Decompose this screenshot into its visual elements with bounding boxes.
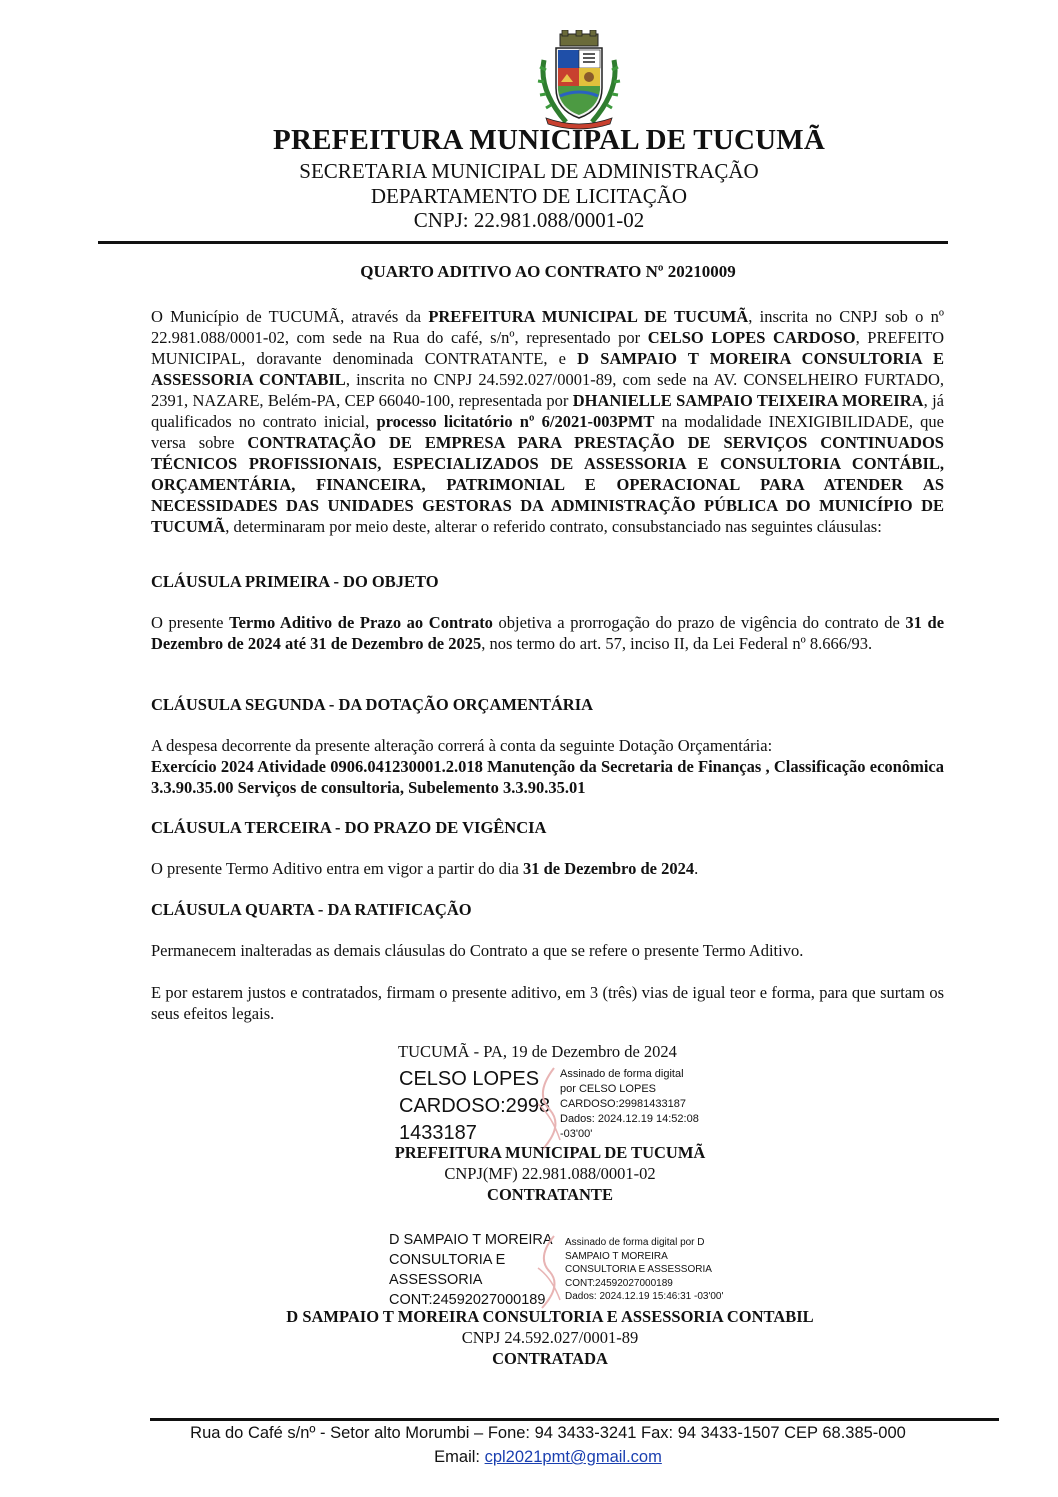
clause-bold: Termo Aditivo de Prazo ao Contrato — [229, 613, 493, 632]
intro-bold: processo licitatório nº 6/2021-003PMT — [376, 412, 655, 431]
intro-bold: DHANIELLE SAMPAIO TEIXEIRA MOREIRA — [572, 391, 924, 410]
intro-text: na modalidade INEXIGIBILIDADE, que versa sobre — [151, 412, 944, 452]
sig-note-line: CONT:24592027000189 — [565, 1277, 673, 1289]
sig-name-line: CONT:24592027000189 — [389, 1292, 546, 1308]
sig-note-line: Dados: 2024.12.19 14:52:08 — [560, 1113, 699, 1125]
secretaria-title: SECRETARIA MUNICIPAL DE ADMINISTRAÇÃO — [299, 159, 759, 183]
contratante-org: PREFEITURA MUNICIPAL DE TUCUMÃ — [394, 1143, 706, 1162]
footer-email-line — [0, 1448, 1058, 1467]
contratada-role: CONTRATADA — [492, 1349, 608, 1368]
intro-text: , inscrita no CNPJ sob o nº 22.981.088/0001-02, com sede na Rua do café, s/nº, representado por — [151, 307, 944, 347]
contratada-cnpj: CNPJ 24.592.027/0001-89 — [461, 1328, 639, 1347]
contratante-signature-note — [560, 1067, 699, 1142]
clause-1-heading: CLÁUSULA PRIMEIRA - DO OBJETO — [151, 572, 439, 591]
sig-note-line: Assinado de forma digital por D — [565, 1237, 705, 1248]
sig-note-line: -03'00' — [560, 1128, 593, 1140]
closing-paragraph: E por estarem justos e contratados, firmam o presente aditivo, em 3 (três) vias de igual teor e forma, para que surtam os seus efeitos legais. — [151, 983, 944, 1023]
sig-note-line: Dados: 2024.12.19 15:46:31 -03'00' — [565, 1291, 724, 1302]
intro-bold: CELSO LOPES CARDOSO — [647, 328, 856, 347]
signature-mark-icon — [532, 1232, 568, 1312]
clause-2-line: A despesa decorrente da presente alteração correrá à conta da seguinte Dotação Orçamentária: — [151, 736, 773, 755]
contratante-role: CONTRATANTE — [487, 1185, 613, 1204]
clause-1-text — [151, 612, 944, 654]
sig-name-line: CONSULTORIA E — [389, 1252, 506, 1268]
clause-text: O presente — [151, 613, 230, 632]
footer-divider — [150, 1418, 999, 1421]
intro-bold: PREFEITURA MUNICIPAL DE TUCUMÃ — [428, 307, 749, 326]
clause-text: . — [694, 859, 699, 878]
clause-text: O presente Termo Aditivo entra em vigor a partir do dia — [151, 859, 523, 878]
sig-note-line: por CELSO LOPES — [560, 1083, 656, 1095]
contratada-signature-note — [565, 1236, 723, 1304]
intro-text: , determinaram por meio deste, alterar o referido contrato, consubstanciado nas seguintes cláusulas: — [225, 517, 882, 536]
intro-text: , PREFEITO MUNICIPAL, doravante denominada CONTRATANTE, e — [151, 328, 945, 368]
sig-name-line: D SAMPAIO T MOREIRA — [389, 1232, 553, 1248]
departamento-title: DEPARTAMENTO DE LICITAÇÃO — [370, 184, 688, 208]
intro-text: , já qualificados no contrato inicial, — [151, 391, 944, 431]
clause-2-heading: CLÁUSULA SEGUNDA - DA DOTAÇÃO ORÇAMENTÁRIA — [151, 695, 594, 714]
contratada-signature-name — [389, 1230, 553, 1310]
sig-note-line: CARDOSO:29981433187 — [560, 1098, 686, 1110]
contratante-cnpj: CNPJ(MF) 22.981.088/0001-02 — [444, 1164, 656, 1183]
intro-bold: D SAMPAIO T MOREIRA CONSULTORIA E ASSESSORIA CONTABIL — [151, 349, 944, 389]
footer-email-label: Email: — [434, 1448, 485, 1466]
clause-bold: 31 de Dezembro de 2024 até 31 de Dezembro de 2025 — [151, 613, 945, 653]
clause-text: , nos termo do art. 57, inciso II, da Lei Federal nº 8.666/93. — [481, 634, 873, 653]
clause-2-dotacao — [151, 756, 944, 798]
header-divider — [98, 241, 948, 244]
footer-email-link[interactable]: cpl2021pmt@gmail.com — [484, 1448, 662, 1466]
municipal-crest-icon — [536, 30, 622, 130]
document-title: QUARTO ADITIVO AO CONTRATO Nº 20210009 — [360, 262, 736, 281]
org-title: PREFEITURA MUNICIPAL DE TUCUMÃ — [273, 124, 825, 156]
contratada-org: D SAMPAIO T MOREIRA CONSULTORIA E ASSESSORIA CONTABIL — [286, 1307, 814, 1326]
contratante-signature-name — [399, 1066, 550, 1147]
sig-name-line: 1433187 — [399, 1122, 477, 1144]
intro-text: , inscrita no CNPJ 24.592.027/0001-89, com sede na AV. CONSELHEIRO FURTADO, 2391, NAZARE, Belém-PA, CEP 66040-100, representada por — [151, 370, 944, 410]
sig-name-line: ASSESSORIA — [389, 1272, 483, 1288]
clause-bold: Exercício 2024 Atividade 0906.041230001.2.018 Manutenção da Secretaria de Finanças , Classificação econômica 3.3.90.35.00 Serviços de consultoria, Subelemento 3.3.90.35.01 — [151, 757, 944, 797]
header-cnpj: CNPJ: 22.981.088/0001-02 — [413, 208, 645, 232]
intro-bold: CONTRATAÇÃO DE EMPRESA PARA PRESTAÇÃO DE SERVIÇOS CONTINUADOS TÉCNICOS PROFISSIONAIS, ESPECIALIZADOS DE ASSESSORIA E CONSULTORIA CONTÁBIL, ORÇAMENTÁRIA, FINANCEIRA, PATRIMONIAL E OPERACIONAL PARA ATENDER AS NECESSIDADES DAS UNIDADES GESTORAS DA ADMINISTRAÇÃO PÚBLICA DO MUNICÍPIO DE TUCUMÃ — [151, 433, 944, 536]
place-date: TUCUMÃ - PA, 19 de Dezembro de 2024 — [398, 1042, 677, 1061]
intro-text: O Município de TUCUMÃ, através da — [151, 307, 429, 326]
clause-4-heading: CLÁUSULA QUARTA - DA RATIFICAÇÃO — [151, 900, 472, 919]
sig-name-line: CELSO LOPES — [399, 1068, 540, 1090]
sig-note-line: CONSULTORIA E ASSESSORIA — [565, 1264, 712, 1275]
clause-4-text: Permanecem inalteradas as demais cláusulas do Contrato a que se refere o presente Termo Aditivo. — [151, 941, 804, 960]
clause-3-heading: CLÁUSULA TERCEIRA - DO PRAZO DE VIGÊNCIA — [151, 818, 547, 837]
sig-note-line: Assinado de forma digital — [560, 1068, 684, 1080]
sig-note-line: SAMPAIO T MOREIRA — [565, 1250, 668, 1262]
intro-paragraph — [151, 306, 944, 537]
clause-text: objetiva a prorrogação do prazo de vigência do contrato de — [492, 613, 906, 632]
clause-bold: 31 de Dezembro de 2024 — [522, 859, 695, 878]
footer-address: Rua do Café s/nº - Setor alto Morumbi – Fone: 94 3433-3241 Fax: 94 3433-1507 CEP 68.385-000 — [190, 1424, 906, 1442]
sig-name-line: CARDOSO:2998 — [399, 1095, 551, 1117]
clause-3-text — [151, 858, 944, 879]
